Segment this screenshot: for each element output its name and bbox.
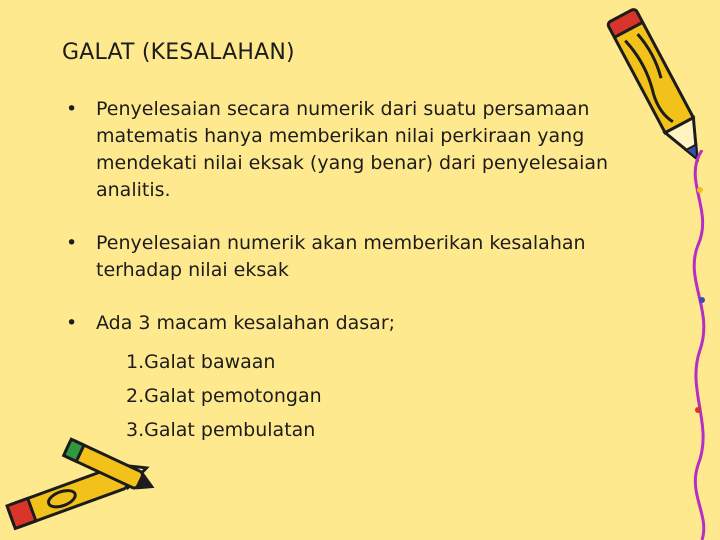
bullet-item — [64, 230, 664, 284]
crayons-icon — [0, 430, 160, 540]
bullet-text: Ada 3 macam kesalahan dasar; — [96, 312, 396, 334]
pencil-icon — [604, 0, 714, 175]
bullet-dot: • — [66, 232, 78, 254]
error-types-list — [126, 345, 664, 447]
slide-title: GALAT (KESALAHAN) — [62, 40, 295, 65]
bullet-item — [64, 96, 664, 204]
error-type-item: 2.Galat pemotongan — [126, 385, 322, 407]
bullet-dot: • — [66, 98, 78, 120]
bullet-text: Penyelesaian numerik akan memberikan kesalahan terhadap nilai eksak — [96, 232, 586, 281]
bullet-list — [64, 96, 664, 473]
bullet-text: Penyelesaian secara numerik dari suatu persamaan matematis hanya memberikan nilai perkiraan yang mendekati nilai eksak (yang benar) dari penyelesaian analitis. — [96, 98, 609, 201]
bullet-item — [64, 310, 664, 447]
error-type-item: 3.Galat pembulatan — [126, 419, 316, 441]
decorative-swirl — [680, 150, 720, 540]
error-type-item: 1.Galat bawaan — [126, 351, 276, 373]
bullet-dot: • — [66, 312, 78, 334]
